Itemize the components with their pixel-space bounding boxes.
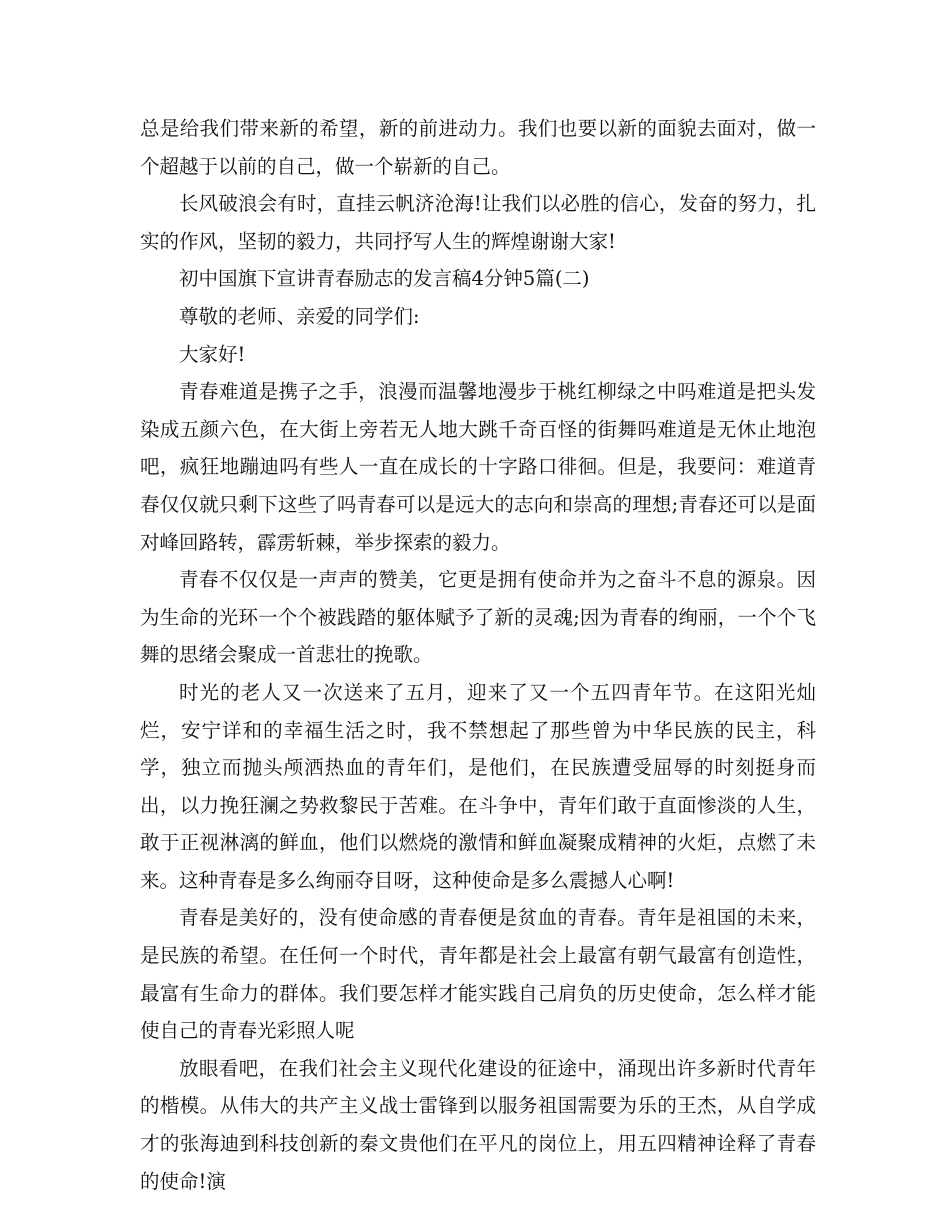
paragraph-7: 青春不仅仅是一声声的赞美，它更是拥有使命并为之奋斗不息的源泉。因为生命的光环一个个被践踏的躯体赋予了新的灵魂;因为青春的绚丽，一个个飞舞的思绪会聚成一首悲壮的挽歌。: [140, 568, 816, 667]
salutation: 尊敬的老师、亲爱的同学们:: [179, 304, 420, 328]
greeting: 大家好!: [179, 342, 246, 366]
paragraph-1: 总是给我们带来新的希望，新的前进动力。我们也要以新的面貌去面对，做一个超越于以前的自己，做一个崭新的自己。: [140, 117, 816, 178]
paragraph-6: 青春难道是携子之手，浪漫而温馨地漫步于桃红柳绿之中吗难道是把头发染成五颜六色，在大街上旁若无人地大跳千奇百怪的街舞吗难道是无休止地泡吧，疯狂地蹦迪吗有些人一直在成长的十字路口徘徊。但是，我要问：难道青春仅仅就只剩下这些了吗青春可以是远大的志向和崇高的理想;青春还可以是面对峰回路转，霹雳斩棘，举步探索的毅力。: [140, 380, 816, 554]
paragraph-9: 青春是美好的，没有使命感的青春便是贫血的青春。青年是祖国的未来，是民族的希望。在任何一个时代，青年都是社会上最富有朝气最富有创造性，最富有生命力的群体。我们要怎样才能实践自己肩负的历史使命，怎么样才能使自己的青春光彩照人呢: [140, 906, 816, 1043]
paragraph-8: 时光的老人又一次送来了五月，迎来了又一个五四青年节。在这阳光灿烂，安宁详和的幸福生活之时，我不禁想起了那些曾为中华民族的民主，科学，独立而抛头颅洒热血的青年们，是他们，在民族遭受屈辱的时刻挺身而出，以力挽狂澜之势救黎民于苦难。在斗争中，青年们敢于直面惨淡的人生，敢于正视淋漓的鲜血，他们以燃烧的激情和鲜血凝聚成精神的火炬，点燃了未来。这种青春是多么绚丽夺目呀，这种使命是多么震撼人心啊!: [140, 680, 816, 892]
paragraph-2: 长风破浪会有时，直挂云帆济沧海!让我们以必胜的信心，发奋的努力，扎实的作风，坚韧的毅力，共同抒写人生的辉煌谢谢大家!: [140, 192, 816, 253]
paragraph-10: 放眼看吧，在我们社会主义现代化建设的征途中，涌现出许多新时代青年的楷模。从伟大的共产主义战士雷锋到以服务祖国需要为乐的王杰，从自学成才的张海迪到科技创新的秦文贵他们在平凡的岗位上，用五四精神诠释了青春的使命!演: [140, 1056, 816, 1193]
section-heading: 初中国旗下宣讲青春励志的发言稿4分钟5篇(二): [179, 267, 590, 291]
document-body: [140, 110, 816, 1200]
